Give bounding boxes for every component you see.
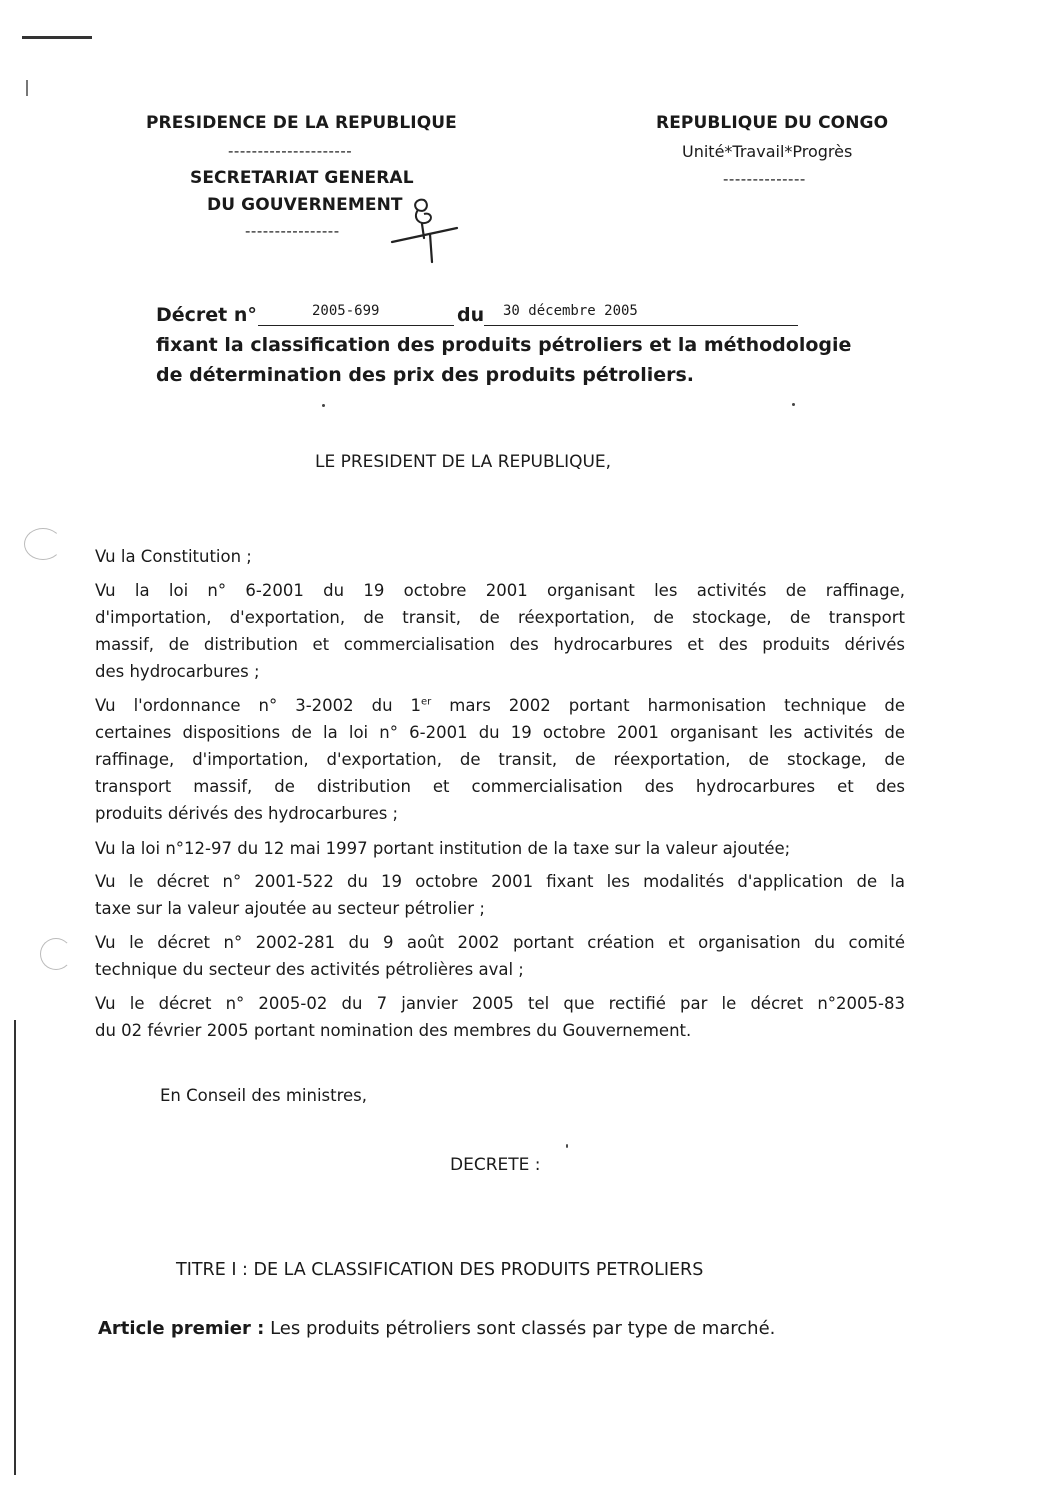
header-left-dashes2: ---------------- — [245, 222, 340, 240]
visa-line: technique du secteur des activités pétrolières aval ; — [95, 960, 524, 979]
punch-hole-mark-1 — [24, 528, 62, 560]
visa-decret-2005-02 — [95, 990, 905, 1044]
visa-line: d'importation, d'exportation, de transit, de réexportation, de stockage, de transport — [95, 608, 905, 627]
speck — [566, 1144, 568, 1148]
header-right-line1: REPUBLIQUE DU CONGO — [656, 113, 889, 133]
visa-line: du 02 février 2005 portant nomination des membres du Gouvernement. — [95, 1021, 692, 1040]
decree-label: Décret n° — [156, 304, 257, 326]
visa-line: des hydrocarbures ; — [95, 662, 260, 681]
visa-line — [95, 692, 905, 719]
handwritten-initials — [372, 192, 462, 264]
decree-du-label: du — [457, 304, 485, 326]
visa-decret-2002-281 — [95, 929, 905, 983]
article-premier — [98, 1318, 775, 1339]
scan-mark-top-left — [22, 36, 92, 39]
punch-hole-mark-2 — [40, 938, 72, 970]
visa-line: certaines dispositions de la loi n° 6-2001 du 19 octobre 2001 organisant les activités de — [95, 723, 905, 742]
speck — [322, 404, 325, 407]
speck — [792, 403, 795, 406]
titre-heading: TITRE I : DE LA CLASSIFICATION DES PRODUITS PETROLIERS — [176, 1260, 704, 1280]
visa-line: produits dérivés des hydrocarbures ; — [95, 804, 399, 823]
conseil-des-ministres: En Conseil des ministres, — [160, 1086, 368, 1105]
header-left-line2: SECRETARIAT GENERAL — [190, 168, 414, 188]
decree-subject-line2: de détermination des prix des produits pétroliers. — [156, 364, 695, 386]
header-left-line3: DU GOUVERNEMENT — [207, 195, 403, 215]
header-left-dashes1: --------------------- — [228, 142, 353, 160]
visa-line-part: mars 2002 portant harmonisation technique de — [431, 696, 905, 715]
president-heading: LE PRESIDENT DE LA REPUBLIQUE, — [315, 452, 612, 472]
visa-line: raffinage, d'importation, d'exportation, de transit, de réexportation, de stockage, de — [95, 750, 905, 769]
visa-line: Vu la loi n°12-97 du 12 mai 1997 portant institution de la taxe sur la valeur ajoutée; — [95, 839, 791, 858]
visa-ordonnance-3-2002 — [95, 692, 905, 827]
ordinal-superscript: er — [421, 696, 432, 708]
decrete-heading: DECRETE : — [450, 1155, 541, 1175]
decree-subject-line1: fixant la classification des produits pétroliers et la méthodologie — [156, 334, 852, 356]
visa-line: Vu le décret n° 2005-02 du 7 janvier 2005 tel que rectifié par le décret n°2005-83 — [95, 994, 905, 1013]
scan-left-edge-line — [14, 1020, 16, 1475]
visa-line: Vu la Constitution ; — [95, 547, 252, 566]
article-text: Les produits pétroliers sont classés par type de marché. — [270, 1318, 776, 1339]
visa-line: massif, de distribution et commercialisation des hydrocarbures et des produits dérivés — [95, 635, 905, 654]
visa-loi-12-97 — [95, 835, 905, 862]
decree-date: 30 décembre 2005 — [503, 303, 638, 319]
visa-line: transport massif, de distribution et commercialisation des hydrocarbures et des — [95, 777, 905, 796]
visa-loi-6-2001 — [95, 577, 905, 685]
header-left-line1: PRESIDENCE DE LA REPUBLIQUE — [146, 113, 457, 133]
visa-line-part: Vu l'ordonnance n° 3-2002 du 1 — [95, 696, 422, 715]
visa-decret-2001-522 — [95, 868, 905, 922]
visa-line: taxe sur la valeur ajoutée au secteur pétrolier ; — [95, 899, 485, 918]
header-right-motto: Unité*Travail*Progrès — [682, 142, 853, 161]
visa-constitution — [95, 543, 905, 570]
article-label: Article premier : — [98, 1318, 265, 1339]
decree-number: 2005-699 — [312, 303, 380, 319]
visa-line: Vu le décret n° 2002-281 du 9 août 2002 portant création et organisation du comité — [95, 933, 905, 952]
visa-line: Vu la loi n° 6-2001 du 19 octobre 2001 organisant les activités de raffinage, — [95, 581, 905, 600]
scan-mark-left-tick — [26, 80, 28, 96]
header-right-dashes: -------------- — [723, 170, 806, 188]
visa-line: Vu le décret n° 2001-522 du 19 octobre 2001 fixant les modalités d'application de la — [95, 872, 905, 891]
